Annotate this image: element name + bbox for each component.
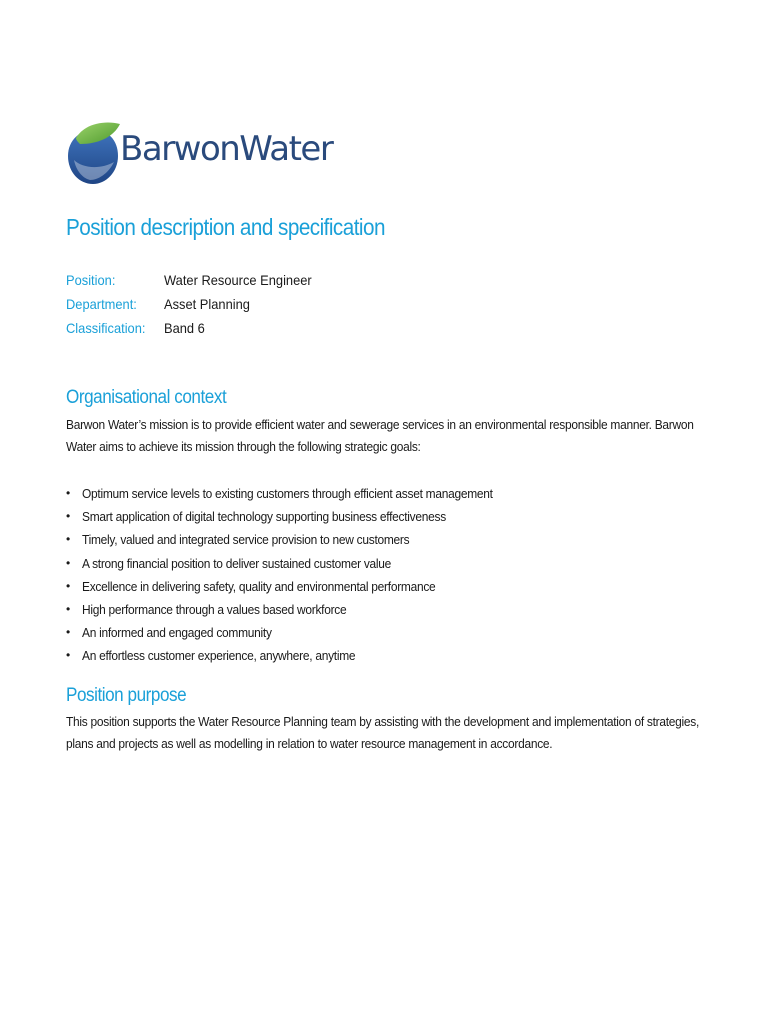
detail-row-department <box>66 292 325 316</box>
strategic-goals-list <box>66 482 528 668</box>
list-item <box>66 482 528 505</box>
goal-text: An informed and engaged community <box>82 625 272 641</box>
bullet-icon: • <box>66 578 70 593</box>
detail-label: Classification: <box>66 320 146 336</box>
detail-label: Position: <box>66 272 116 288</box>
barwon-water-logo <box>64 118 333 190</box>
list-item <box>66 552 528 575</box>
detail-label: Department: <box>66 296 137 312</box>
list-item <box>66 598 528 621</box>
list-item <box>66 621 528 644</box>
goal-text: A strong financial position to deliver sustained customer value <box>82 555 392 571</box>
section-heading-organisational-context: Organisational context <box>66 387 227 408</box>
position-purpose-paragraph: This position supports the Water Resource Planning team by assisting with the development and implementation of strategies, plans and projects as well as modelling in relation to water resource management in accordance. <box>66 714 700 751</box>
bullet-icon: • <box>66 486 70 500</box>
logo-wordmark: BarwonWater <box>120 129 333 169</box>
list-item <box>66 528 528 551</box>
list-item <box>66 575 528 598</box>
list-item <box>66 644 528 667</box>
detail-value: Water Resource Engineer <box>164 272 312 288</box>
bullet-icon: • <box>66 648 70 663</box>
goal-text: Timely, valued and integrated service provision to new customers <box>82 532 410 548</box>
position-details <box>66 268 325 340</box>
list-item <box>66 505 528 528</box>
bullet-icon: • <box>66 555 70 570</box>
goal-text: Excellence in delivering safety, quality and environmental performance <box>82 578 436 594</box>
detail-value: Asset Planning <box>164 296 250 312</box>
organisational-context-paragraph: Barwon Water’s mission is to provide efficient water and sewerage services in an environmental responsible manner. Barwon Water aims to achieve its mission through the following strategic goals: <box>66 417 694 454</box>
bullet-icon: • <box>66 532 70 547</box>
section-heading-position-purpose: Position purpose <box>66 685 187 706</box>
detail-row-position <box>66 268 325 292</box>
bullet-icon: • <box>66 509 70 524</box>
goal-text: Smart application of digital technology supporting business effectiveness <box>82 509 446 525</box>
goal-text: An effortless customer experience, anywhere, anytime <box>82 648 356 664</box>
goal-text: High performance through a values based workforce <box>82 602 347 618</box>
detail-row-classification <box>66 316 325 340</box>
water-drop-leaf-icon <box>64 118 124 190</box>
bullet-icon: • <box>66 602 70 617</box>
document-title: Position description and specification <box>66 214 385 240</box>
detail-value: Band 6 <box>164 320 205 336</box>
goal-text: Optimum service levels to existing customers through efficient asset management <box>82 486 493 501</box>
bullet-icon: • <box>66 625 70 640</box>
